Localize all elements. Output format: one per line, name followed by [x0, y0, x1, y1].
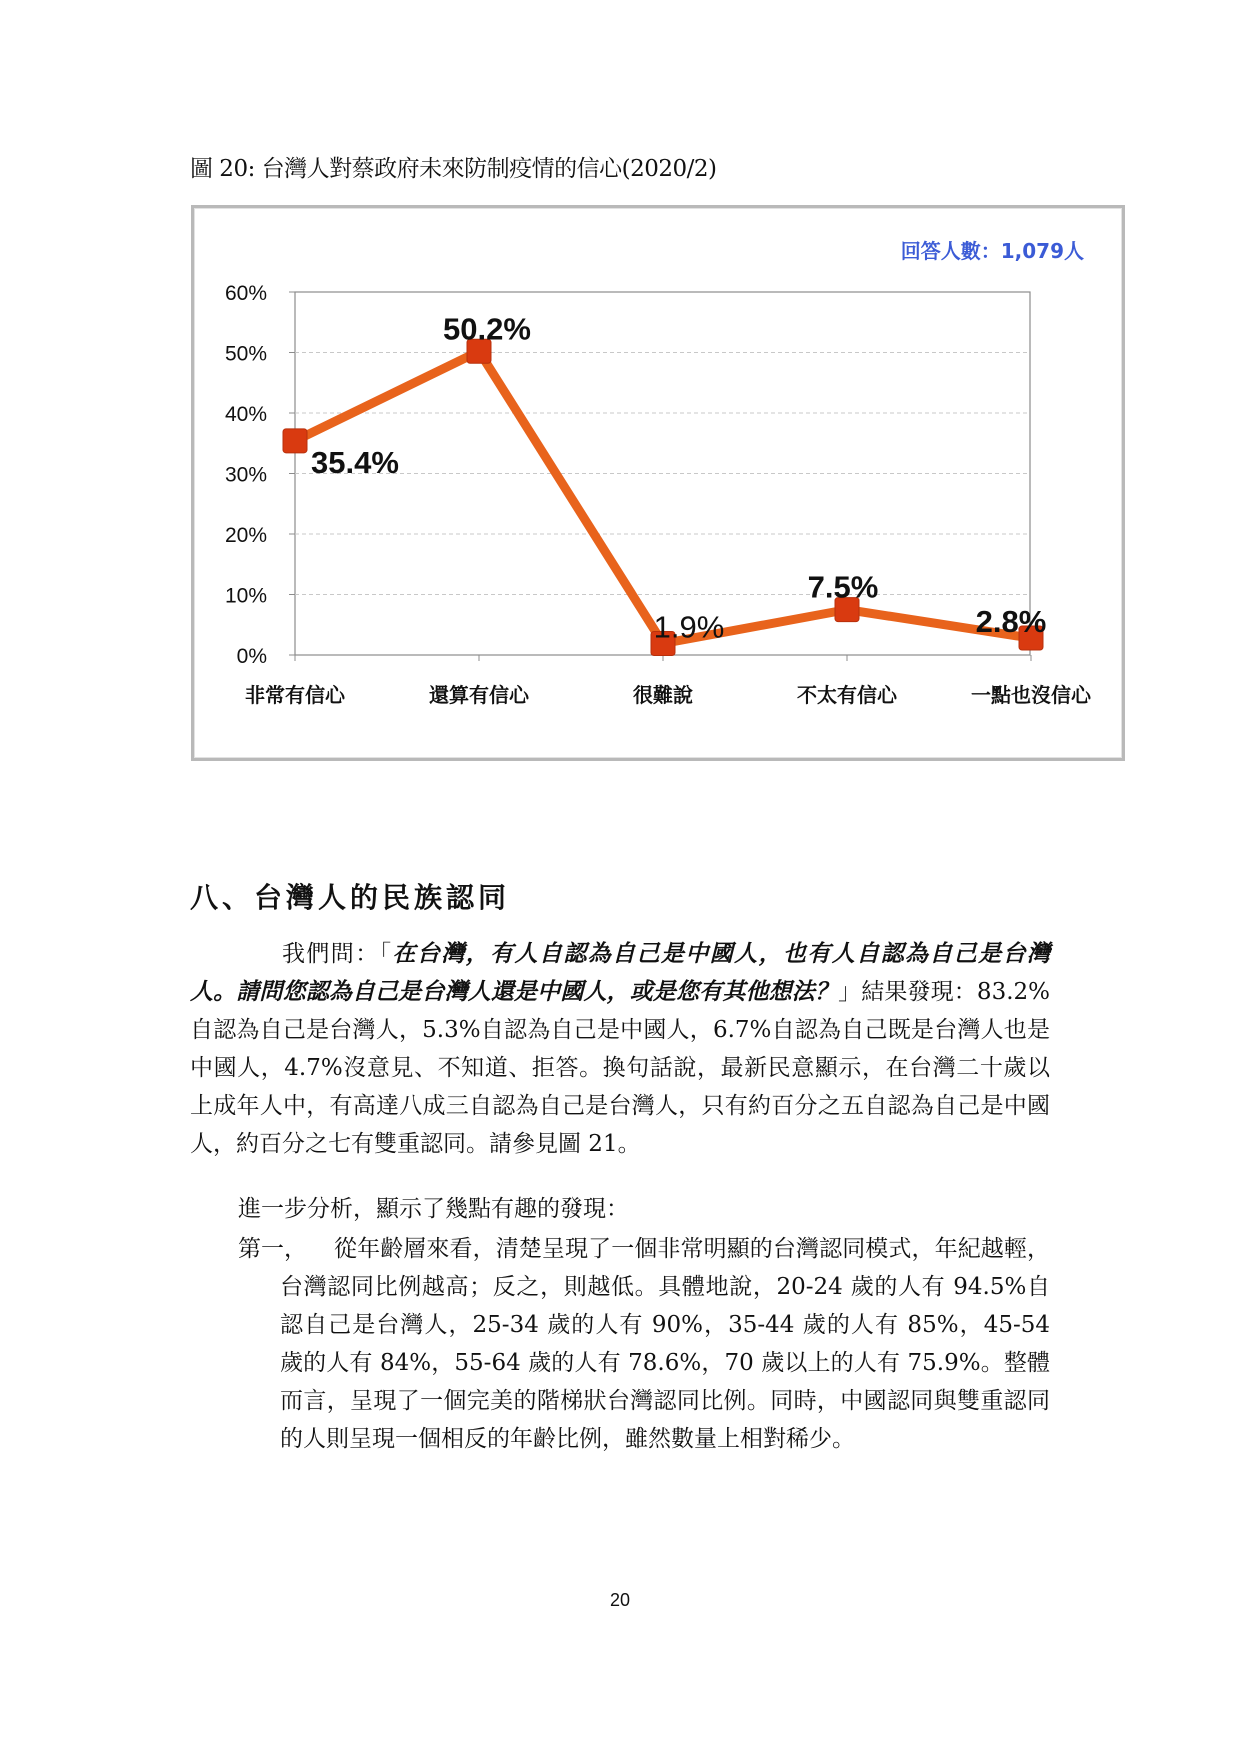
x-category-label: 很難說 [633, 683, 693, 707]
x-category-label: 非常有信心 [245, 683, 345, 707]
finding-label: 第一， [238, 1236, 307, 1262]
paragraph-result: 」結果發現：83.2%自認為自己是台灣人，5.3%自認為自己是中國人，6.7%自認為自己既是台灣人也是中國人，4.7%沒意見、不知道、拒答。換句話說，最新民意顯示，在台灣二十歲以上成年人中，有高達八成三自認為自己是台灣人，只有約百分之五自認為自己是中國人，約百分之七有雙重認同。請參見圖 21。 [190, 979, 1050, 1157]
paragraph-lead: 我們問：「 [282, 941, 393, 967]
data-label: 1.9% [653, 609, 725, 645]
y-tick-label: 20% [224, 524, 267, 547]
section-title: 八、台灣人的民族認同 [190, 881, 511, 914]
data-label: 7.5% [807, 569, 879, 605]
y-tick-label: 60% [224, 282, 267, 305]
data-point-marker [283, 429, 307, 453]
figure-title: 圖 20: 台灣人對蔡政府未來防制疫情的信心(2020/2) [190, 156, 717, 182]
data-label: 2.8% [975, 604, 1047, 640]
survey-question: 在台灣，有人自認為自己是中國人，也有人自認為自己是台灣人。請問您認為自己是台灣人還是中國人，或是您有其他想法？ [190, 940, 1051, 1005]
paragraph-further-analysis: 進一步分析，顯示了幾點有趣的發現： [238, 1196, 629, 1222]
x-category-label: 不太有信心 [797, 683, 897, 707]
finding-item [238, 1230, 1050, 1458]
y-tick-label: 10% [224, 584, 267, 608]
y-tick-label: 30% [224, 463, 267, 487]
y-tick-label: 50% [224, 342, 267, 366]
chart-frame [191, 205, 1125, 761]
page-number: 20 [609, 1590, 631, 1610]
line-chart [194, 208, 1122, 758]
paragraph-survey-result [190, 935, 1050, 1163]
y-tick-label: 40% [224, 403, 267, 426]
x-category-label: 一點也沒信心 [971, 683, 1091, 707]
x-category-label: 還算有信心 [429, 683, 529, 707]
data-label: 35.4% [311, 444, 399, 480]
respondent-count-annotation: 回答人數：1,079人 [900, 239, 1084, 263]
y-tick-label: 0% [236, 645, 267, 668]
finding-text: 從年齡層來看，清楚呈現了一個非常明顯的台灣認同模式，年紀越輕，台灣認同比例越高；反之，則越低。具體地說，20-24 歲的人有 94.5%自認自己是台灣人，25-34 歲的人有 90%，35-44 歲的人有 85%，45-54 歲的人有 84%，55-64 歲的人有 78.6%，70 歲以上的人有 75.9%。整體而言，呈現了一個完美的階梯狀台灣認同比例。同時，中國認同與雙重認同的人則呈現一個相反的年齡比例，雖然數量上相對稀少。 [280, 1236, 1050, 1452]
series-line [295, 351, 1031, 643]
data-label: 50.2% [443, 311, 531, 347]
